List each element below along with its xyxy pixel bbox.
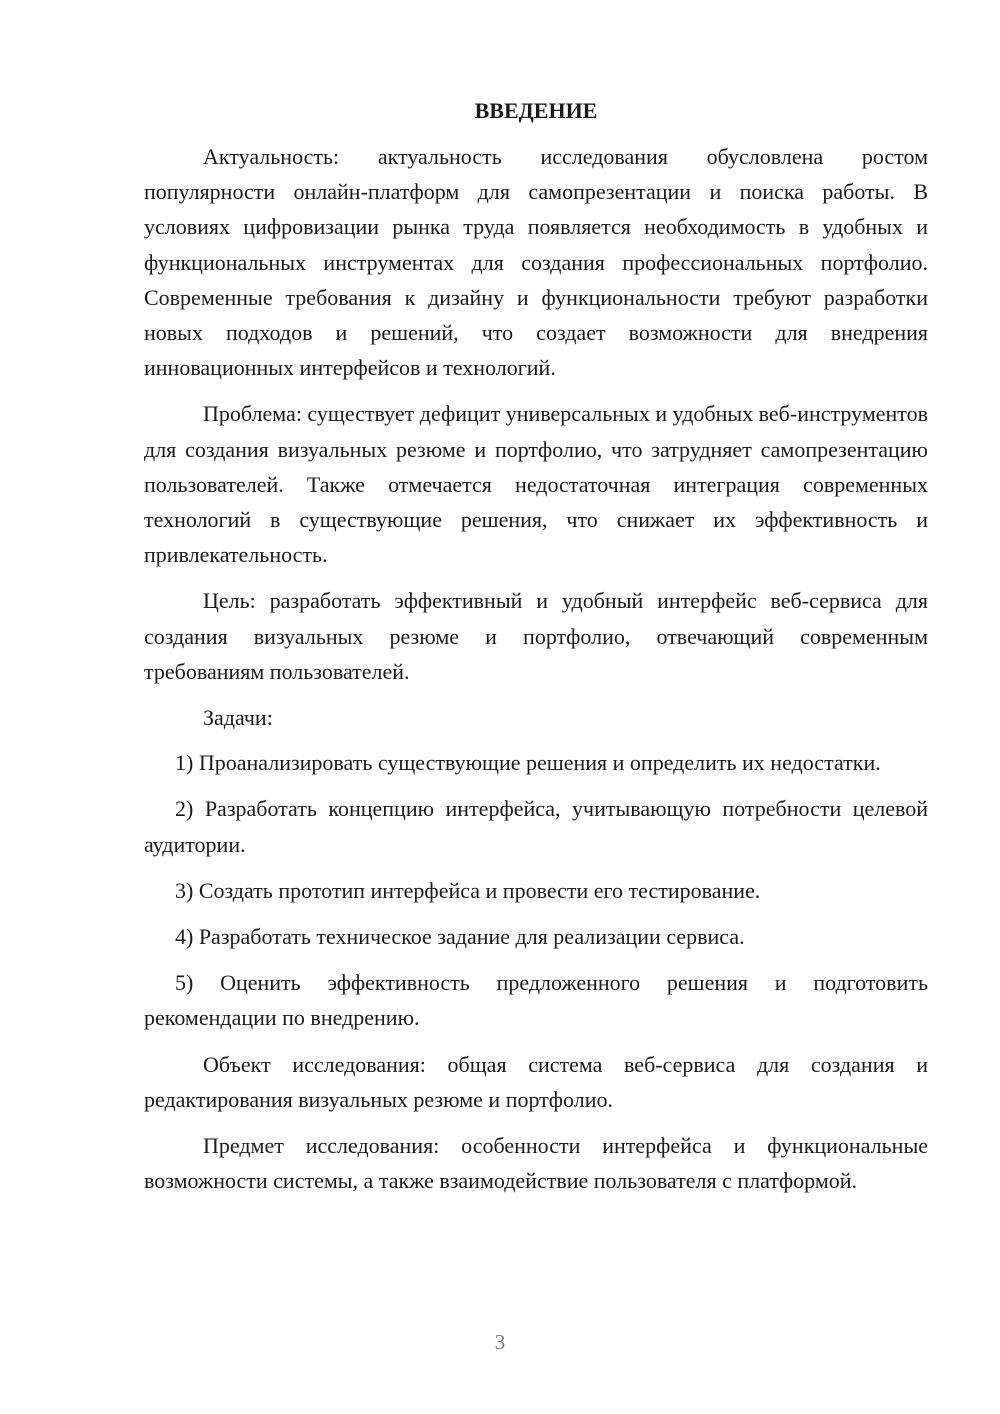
task-item: 5) Оценить эффективность предложенного решения и подготовить рекомендации по внедрению.: [144, 970, 928, 1031]
task-item: 1) Проанализировать существующие решения и определить их недостатки.: [175, 750, 881, 776]
task-item: 2) Разработать концепцию интерфейса, учитывающую потребности целевой аудитории.: [144, 796, 928, 857]
problem-paragraph: Проблема: существует дефицит универсальных и удобных веб-инструментов для создания визуальных резюме и портфолио, что затрудняет самопрезентацию пользователей. Также отмечается недостаточная интеграция современных технологий в существующие решения, что снижает их эффективность и привлекательность.: [144, 401, 928, 568]
page-content: [144, 94, 928, 1209]
page-number: 3: [494, 1330, 506, 1354]
goal-paragraph: Цель: разработать эффективный и удобный интерфейс веб-сервиса для создания визуальных резюме и портфолио, отвечающий современным требованиям пользователей.: [144, 588, 928, 684]
subject-paragraph: Предмет исследования: особенности интерфейса и функциональные возможности системы, а также взаимодействие пользователя с платформой.: [144, 1133, 928, 1194]
object-paragraph: Объект исследования: общая система веб-сервиса для создания и редактирования визуальных резюме и портфолио.: [144, 1051, 928, 1112]
task-item: 4) Разработать техническое задание для реализации сервиса.: [175, 924, 745, 950]
page-title: ВВЕДЕНИЕ: [474, 98, 598, 123]
task-item: 3) Создать прототип интерфейса и провести его тестирование.: [175, 877, 761, 903]
tasks-heading: Задачи:: [203, 705, 273, 731]
tasks-list: [144, 745, 928, 1035]
relevance-paragraph: Актуальность: актуальность исследования обусловлена ростом популярности онлайн-платформ для самопрезентации и поиска работы. В условиях цифровизации рынка труда появляется необходимость в удобных и функциональных инструментах для создания профессиональных портфолио. Современные требования к дизайну и функциональности требуют разработки новых подходов и решений, что создает возможности для внедрения инновационных интерфейсов и технологий.: [144, 144, 928, 381]
